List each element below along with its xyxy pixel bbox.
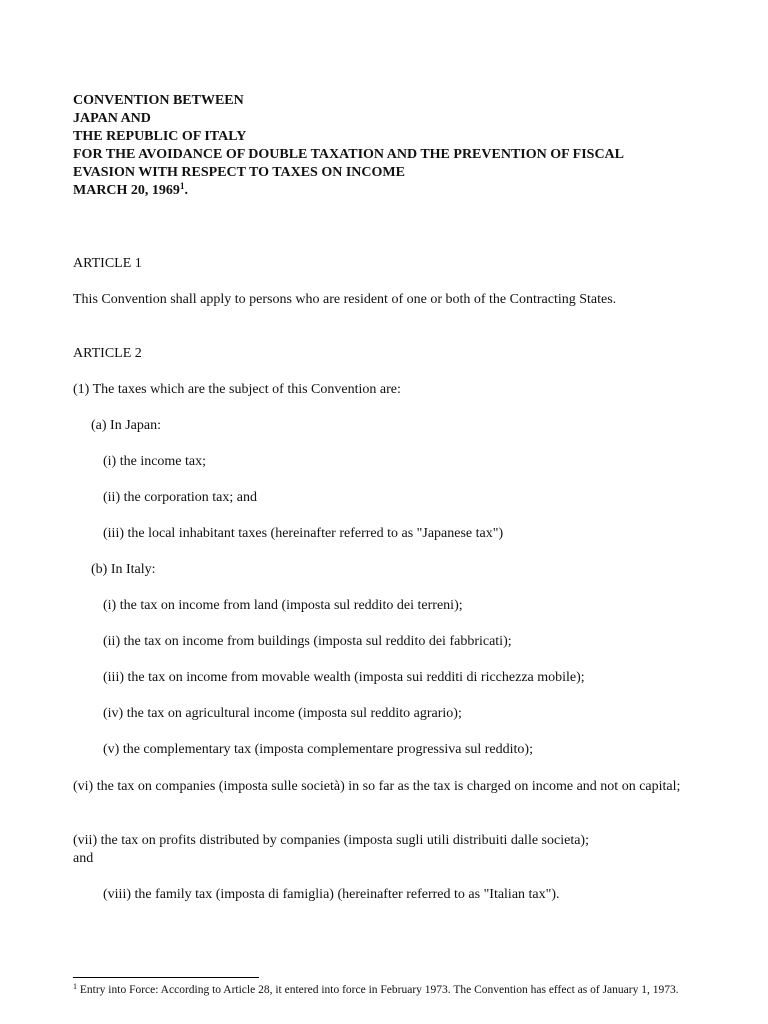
italy-item-vi: (vi) the tax on companies (imposta sulle società) in so far as the tax is charged on income and not on capital; xyxy=(73,779,681,794)
japan-item: (ii) the corporation tax; and xyxy=(103,490,257,505)
date-text: MARCH 20, 1969 xyxy=(73,183,180,198)
title-line-2: JAPAN AND xyxy=(73,111,151,126)
japan-item: (iii) the local inhabitant taxes (hereinafter referred to as "Japanese tax") xyxy=(103,526,504,541)
footnote-divider xyxy=(73,977,259,978)
title-line-5: EVASION WITH RESPECT TO TAXES ON INCOME xyxy=(73,165,405,180)
footnote-text: Entry into Force: According to Article 28, it entered into force in February 1973. The Convention has effect as of January 1, 1973. xyxy=(77,984,679,996)
title-date xyxy=(73,182,624,200)
italy-item-vii-line-2: and xyxy=(73,851,94,866)
japan-item: (i) the income tax; xyxy=(103,454,207,469)
italy-item: (i) the tax on income from land (imposta sul reddito dei terreni); xyxy=(103,598,463,613)
article-1-heading: ARTICLE 1 xyxy=(73,256,142,271)
footnote xyxy=(73,983,698,998)
footnote-reference: 1 xyxy=(179,181,185,191)
date-suffix: . xyxy=(184,183,188,198)
italy-item: (iv) the tax on agricultural income (imposta sul reddito agrario); xyxy=(103,706,462,721)
italy-item-viii: (viii) the family tax (imposta di famiglia) (hereinafter referred to as "Italian tax"). xyxy=(103,887,560,902)
japan-label: (a) In Japan: xyxy=(91,418,161,433)
title-line-4: FOR THE AVOIDANCE OF DOUBLE TAXATION AND THE PREVENTION OF FISCAL xyxy=(73,147,624,162)
article-2-intro: (1) The taxes which are the subject of this Convention are: xyxy=(73,382,401,397)
footnote-marker: 1 xyxy=(73,982,77,991)
italy-item-vii-line-1: (vii) the tax on profits distributed by companies (imposta sugli utili distribuiti dalle societa); xyxy=(73,833,589,848)
italy-label: (b) In Italy: xyxy=(91,562,156,577)
article-1-text: This Convention shall apply to persons who are resident of one or both of the Contracting States. xyxy=(73,292,617,307)
title-line-1: CONVENTION BETWEEN xyxy=(73,93,244,108)
italy-item: (iii) the tax on income from movable wealth (imposta sui redditi di ricchezza mobile); xyxy=(103,670,585,685)
article-2-heading: ARTICLE 2 xyxy=(73,346,142,361)
document-title xyxy=(73,92,624,200)
italy-item: (v) the complementary tax (imposta complementare progressiva sul reddito); xyxy=(103,742,533,757)
italy-item: (ii) the tax on income from buildings (imposta sul reddito dei fabbricati); xyxy=(103,634,512,649)
title-line-3: THE REPUBLIC OF ITALY xyxy=(73,129,247,144)
